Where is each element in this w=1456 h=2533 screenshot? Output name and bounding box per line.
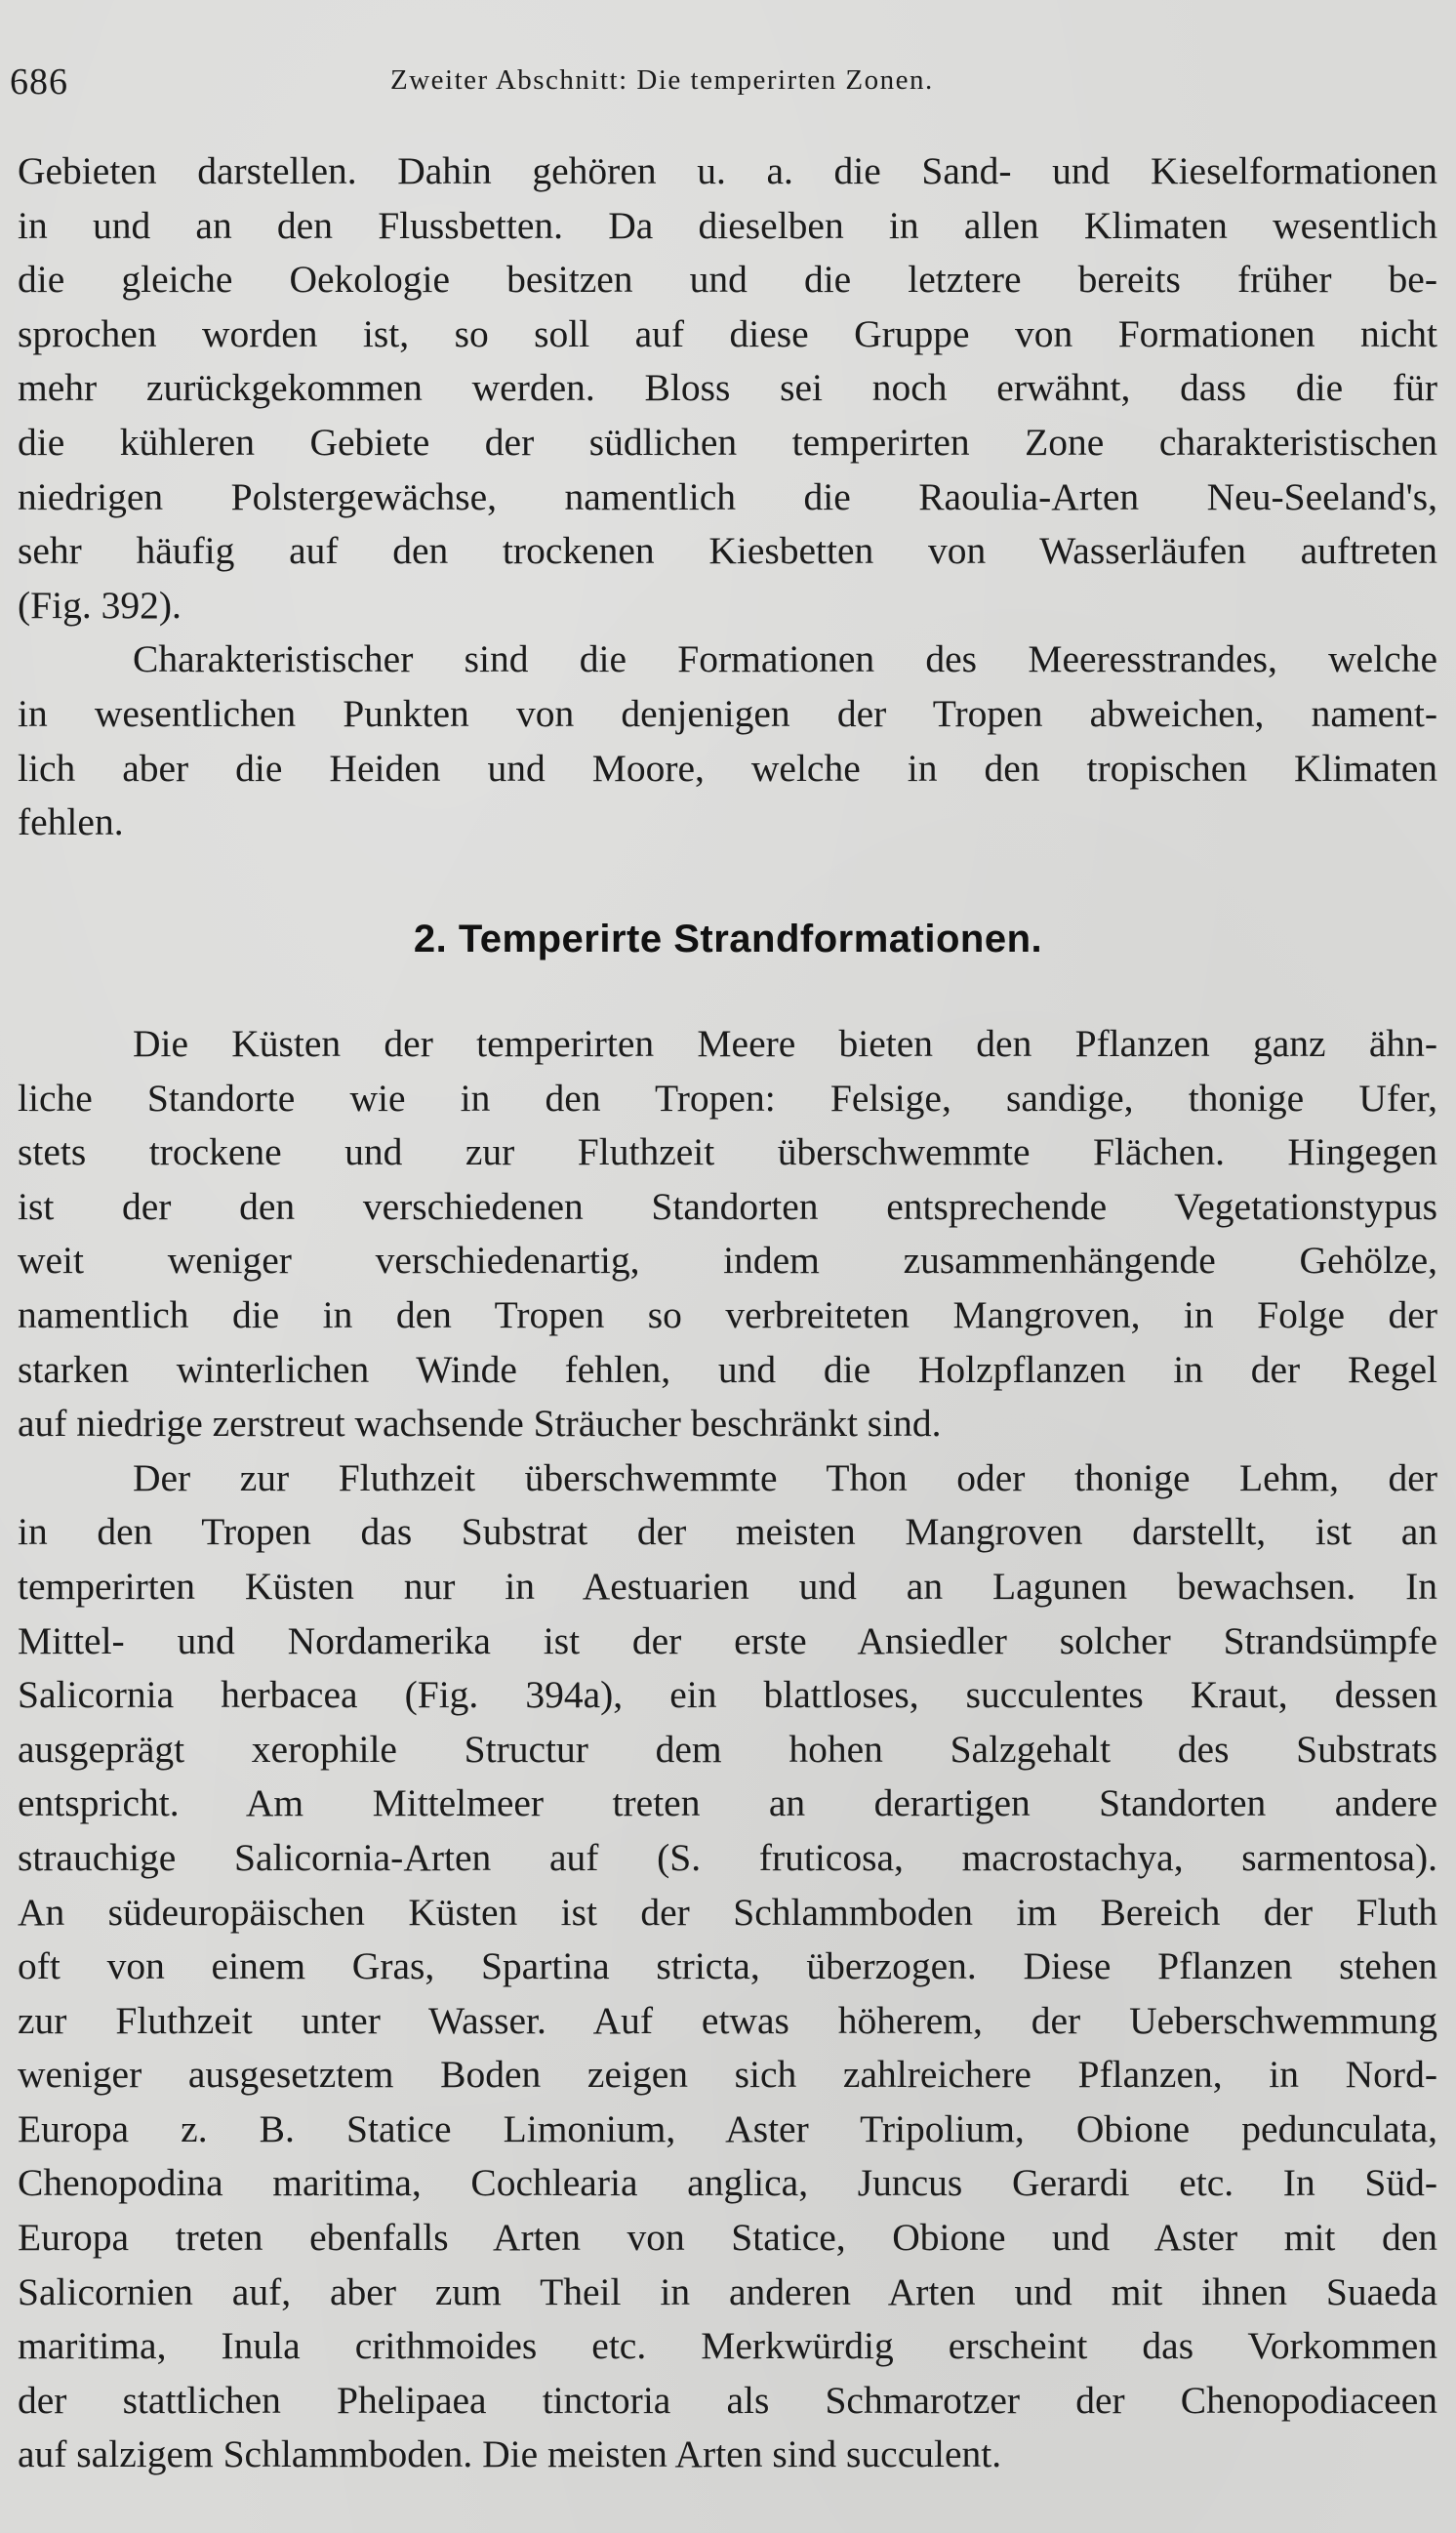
text-line: liche Standorte wie in den Tropen: Felsige, sandige, thonige Ufer, xyxy=(18,1076,1437,1120)
text-line: sprochen worden ist, so soll auf diese Gruppe von Formationen nicht xyxy=(18,311,1437,355)
text-line: fehlen. xyxy=(18,800,124,844)
text-line: lich aber die Heiden und Moore, welche in den tropischen Klimaten xyxy=(18,746,1437,790)
text-line: in wesentlichen Punkten von denjenigen der Tropen abweichen, nament- xyxy=(18,691,1437,735)
text-line: (Fig. 392). xyxy=(18,583,182,627)
text-line: Europa z. B. Statice Limonium, Aster Tripolium, Obione pedunculata, xyxy=(18,2106,1437,2150)
text-line: Chenopodina maritima, Cochlearia anglica, Juncus Gerardi etc. In Süd- xyxy=(18,2161,1437,2205)
text-line: starken winterlichen Winde fehlen, und die Holzpflanzen in der Regel xyxy=(18,1347,1437,1391)
paragraph-salt-marsh xyxy=(18,1451,1437,2482)
text-line: ausgeprägt xerophile Structur dem hohen Salzgehalt des Substrats xyxy=(18,1727,1437,1771)
text-line: Europa treten ebenfalls Arten von Statice, Obione und Aster mit den xyxy=(18,2216,1437,2260)
text-block-lower xyxy=(18,1017,1437,2482)
text-line: weit weniger verschiedenartig, indem zusammenhängende Gehölze, xyxy=(18,1239,1437,1283)
paragraph-strand-intro xyxy=(18,633,1437,849)
text-line: Der zur Fluthzeit überschwemmte Thon oder thonige Lehm, der xyxy=(133,1455,1437,1499)
page-header xyxy=(0,61,1456,109)
text-line: Salicornia herbacea (Fig. 394a), ein blattloses, succulentes Kraut, dessen xyxy=(18,1673,1437,1717)
text-line: auf niedrige zerstreut wachsende Sträucher beschränkt sind. xyxy=(18,1402,942,1446)
text-line: Die Küsten der temperirten Meere bieten den Pflanzen ganz ähn- xyxy=(133,1022,1437,1065)
text-line: Charakteristischer sind die Formationen des Meeresstrandes, welche xyxy=(133,637,1437,681)
text-line: oft von einem Gras, Spartina stricta, überzogen. Diese Pflanzen stehen xyxy=(18,1944,1437,1988)
text-line: temperirten Küsten nur in Aestuarien und an Lagunen bewachsen. In xyxy=(18,1564,1437,1608)
text-line: die gleiche Oekologie besitzen und die letztere bereits früher be- xyxy=(18,258,1437,302)
text-block-upper xyxy=(18,144,1437,850)
text-line: namentlich die in den Tropen so verbreiteten Mangroven, in Folge der xyxy=(18,1292,1437,1336)
text-line: die kühleren Gebiete der südlichen temperirten Zone charakteristischen xyxy=(18,420,1437,464)
text-line: strauchige Salicornia-Arten auf (S. fruticosa, macrostachya, sarmentosa). xyxy=(18,1835,1437,1879)
text-line: mehr zurückgekommen werden. Bloss sei noch erwähnt, dass die für xyxy=(18,366,1437,410)
text-line: auf salzigem Schlammboden. Die meisten Arten sind succulent. xyxy=(18,2432,1002,2476)
paragraph-continued xyxy=(18,144,1437,633)
paragraph-coasts xyxy=(18,1017,1437,1451)
text-line: Salicornien auf, aber zum Theil in anderen Arten und mit ihnen Suaeda xyxy=(18,2269,1437,2313)
page-number: 686 xyxy=(10,61,68,102)
text-line: stets trockene und zur Fluthzeit überschwemmte Flächen. Hingegen xyxy=(18,1130,1437,1174)
section-heading: 2. Temperirte Strandformationen. xyxy=(413,918,1043,960)
text-line: Mittel- und Nordamerika ist der erste Ansiedler solcher Strandsümpfe xyxy=(18,1618,1437,1662)
text-line: der stattlichen Phelipaea tinctoria als Schmarotzer der Chenopodiaceen xyxy=(18,2378,1437,2422)
text-line: entspricht. Am Mittelmeer treten an derartigen Standorten andere xyxy=(18,1781,1437,1825)
running-head: Zweiter Abschnitt: Die temperirten Zonen. xyxy=(390,64,934,96)
text-line: weniger ausgesetztem Boden zeigen sich zahlreichere Pflanzen, in Nord- xyxy=(18,2053,1437,2097)
text-line: in und an den Flussbetten. Da dieselben in allen Klimaten wesentlich xyxy=(18,203,1437,247)
text-line: maritima, Inula crithmoides etc. Merkwürdig erscheint das Vorkommen xyxy=(18,2324,1437,2368)
text-line: An südeuropäischen Küsten ist der Schlammboden im Bereich der Fluth xyxy=(18,1890,1437,1934)
text-line: ist der den verschiedenen Standorten entsprechende Vegetationstypus xyxy=(18,1184,1437,1228)
text-line: in den Tropen das Substrat der meisten Mangroven darstellt, ist an xyxy=(18,1510,1437,1554)
text-line: niedrigen Polstergewächse, namentlich die Raoulia-Arten Neu-Seeland's, xyxy=(18,474,1437,518)
text-line: sehr häufig auf den trockenen Kiesbetten von Wasserläufen auftreten xyxy=(18,529,1437,573)
text-line: Gebieten darstellen. Dahin gehören u. a. die Sand- und Kieselformationen xyxy=(18,149,1437,192)
text-line: zur Fluthzeit unter Wasser. Auf etwas höherem, der Ueberschwemmung xyxy=(18,1998,1437,2042)
